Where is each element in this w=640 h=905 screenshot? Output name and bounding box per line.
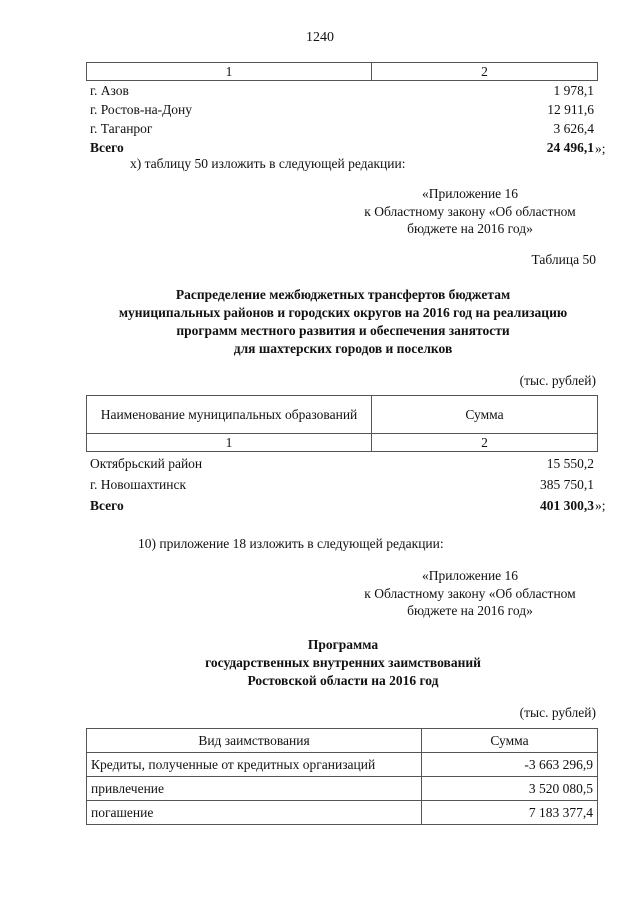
borrowings-table [86, 728, 598, 825]
table-row [90, 81, 594, 100]
title-line: Распределение межбюджетных трансфертов бюджетам [175, 287, 511, 302]
total-value: 24 496,1 [546, 139, 594, 155]
instruction-x: х) таблицу 50 изложить в следующей редакции: [130, 156, 406, 171]
total-value: 401 300,3 [540, 497, 594, 513]
program-title [0, 636, 640, 690]
table50-body [90, 453, 594, 516]
appendix-line: к Областному закону «Об областном [364, 203, 576, 219]
row-value: 385 750,1 [540, 476, 594, 492]
row-value: 3 626,4 [553, 120, 594, 136]
row-name: г. Азов [90, 82, 129, 98]
page-number: 1240 [306, 30, 334, 45]
total-row [90, 495, 594, 516]
closing-quote: »; [595, 498, 606, 513]
row-name: Октябрьский район [90, 455, 203, 471]
table49-col2-number: 2 [372, 63, 598, 81]
appendix-line: «Приложение 16 [421, 568, 519, 583]
title-line: для шахтерских городов и поселков [233, 341, 453, 356]
table-label: Таблица 50 [531, 252, 596, 267]
table-row [87, 777, 598, 801]
total-label: Всего [90, 139, 124, 155]
table50-header [86, 395, 598, 452]
column-header-sum: Сумма [372, 396, 598, 434]
table49-body [90, 81, 594, 157]
row-name: привлечение [87, 777, 422, 801]
column-header-name: Наименование муниципальных образований [87, 396, 372, 434]
row-value: 1 978,1 [553, 82, 594, 98]
instruction-10: 10) приложение 18 изложить в следующей редакции: [138, 536, 444, 551]
table-row [90, 100, 594, 119]
row-value: 15 550,2 [546, 455, 594, 471]
appendix-line: к Областному закону «Об областном [364, 585, 576, 601]
unit-label: (тыс. рублей) [519, 705, 596, 720]
row-value: 7 183 377,4 [422, 801, 598, 825]
closing-quote: »; [595, 141, 606, 156]
appendix-line: бюджете на 2016 год» [407, 603, 533, 618]
row-name: г. Ростов-на-Дону [90, 101, 193, 117]
table49-col1-number: 1 [87, 63, 372, 81]
row-value: -3 663 296,9 [422, 753, 598, 777]
column-number: 1 [87, 434, 372, 452]
row-value: 3 520 080,5 [422, 777, 598, 801]
column-number: 2 [372, 434, 598, 452]
unit-label: (тыс. рублей) [519, 373, 596, 388]
row-value: 12 911,6 [547, 101, 594, 117]
appendix-line: бюджете на 2016 год» [407, 221, 533, 236]
row-name: Кредиты, полученные от кредитных организаций [87, 753, 422, 777]
row-name: погашение [87, 801, 422, 825]
row-name: г. Таганрог [90, 120, 153, 136]
appendix-reference [340, 567, 600, 620]
title-line: муниципальных районов и городских округов на 2016 год на реализацию [118, 305, 568, 320]
table-row [90, 119, 594, 138]
appendix-line: «Приложение 16 [421, 186, 519, 201]
row-name: г. Новошахтинск [90, 476, 186, 492]
table50-title [0, 286, 640, 358]
table-row [87, 753, 598, 777]
appendix-reference [340, 185, 600, 238]
title-line: Ростовской области на 2016 год [247, 673, 439, 688]
table-row [90, 453, 594, 474]
title-line: Программа [307, 637, 379, 652]
total-row [90, 138, 594, 157]
column-header-type: Вид заимствования [87, 729, 422, 753]
total-label: Всего [90, 497, 124, 513]
table49-header [86, 62, 598, 81]
title-line: государственных внутренних заимствований [205, 655, 481, 670]
table-row [90, 474, 594, 495]
column-header-sum: Сумма [422, 729, 598, 753]
title-line: программ местного развития и обеспечения занятости [176, 323, 510, 338]
table-row [87, 801, 598, 825]
